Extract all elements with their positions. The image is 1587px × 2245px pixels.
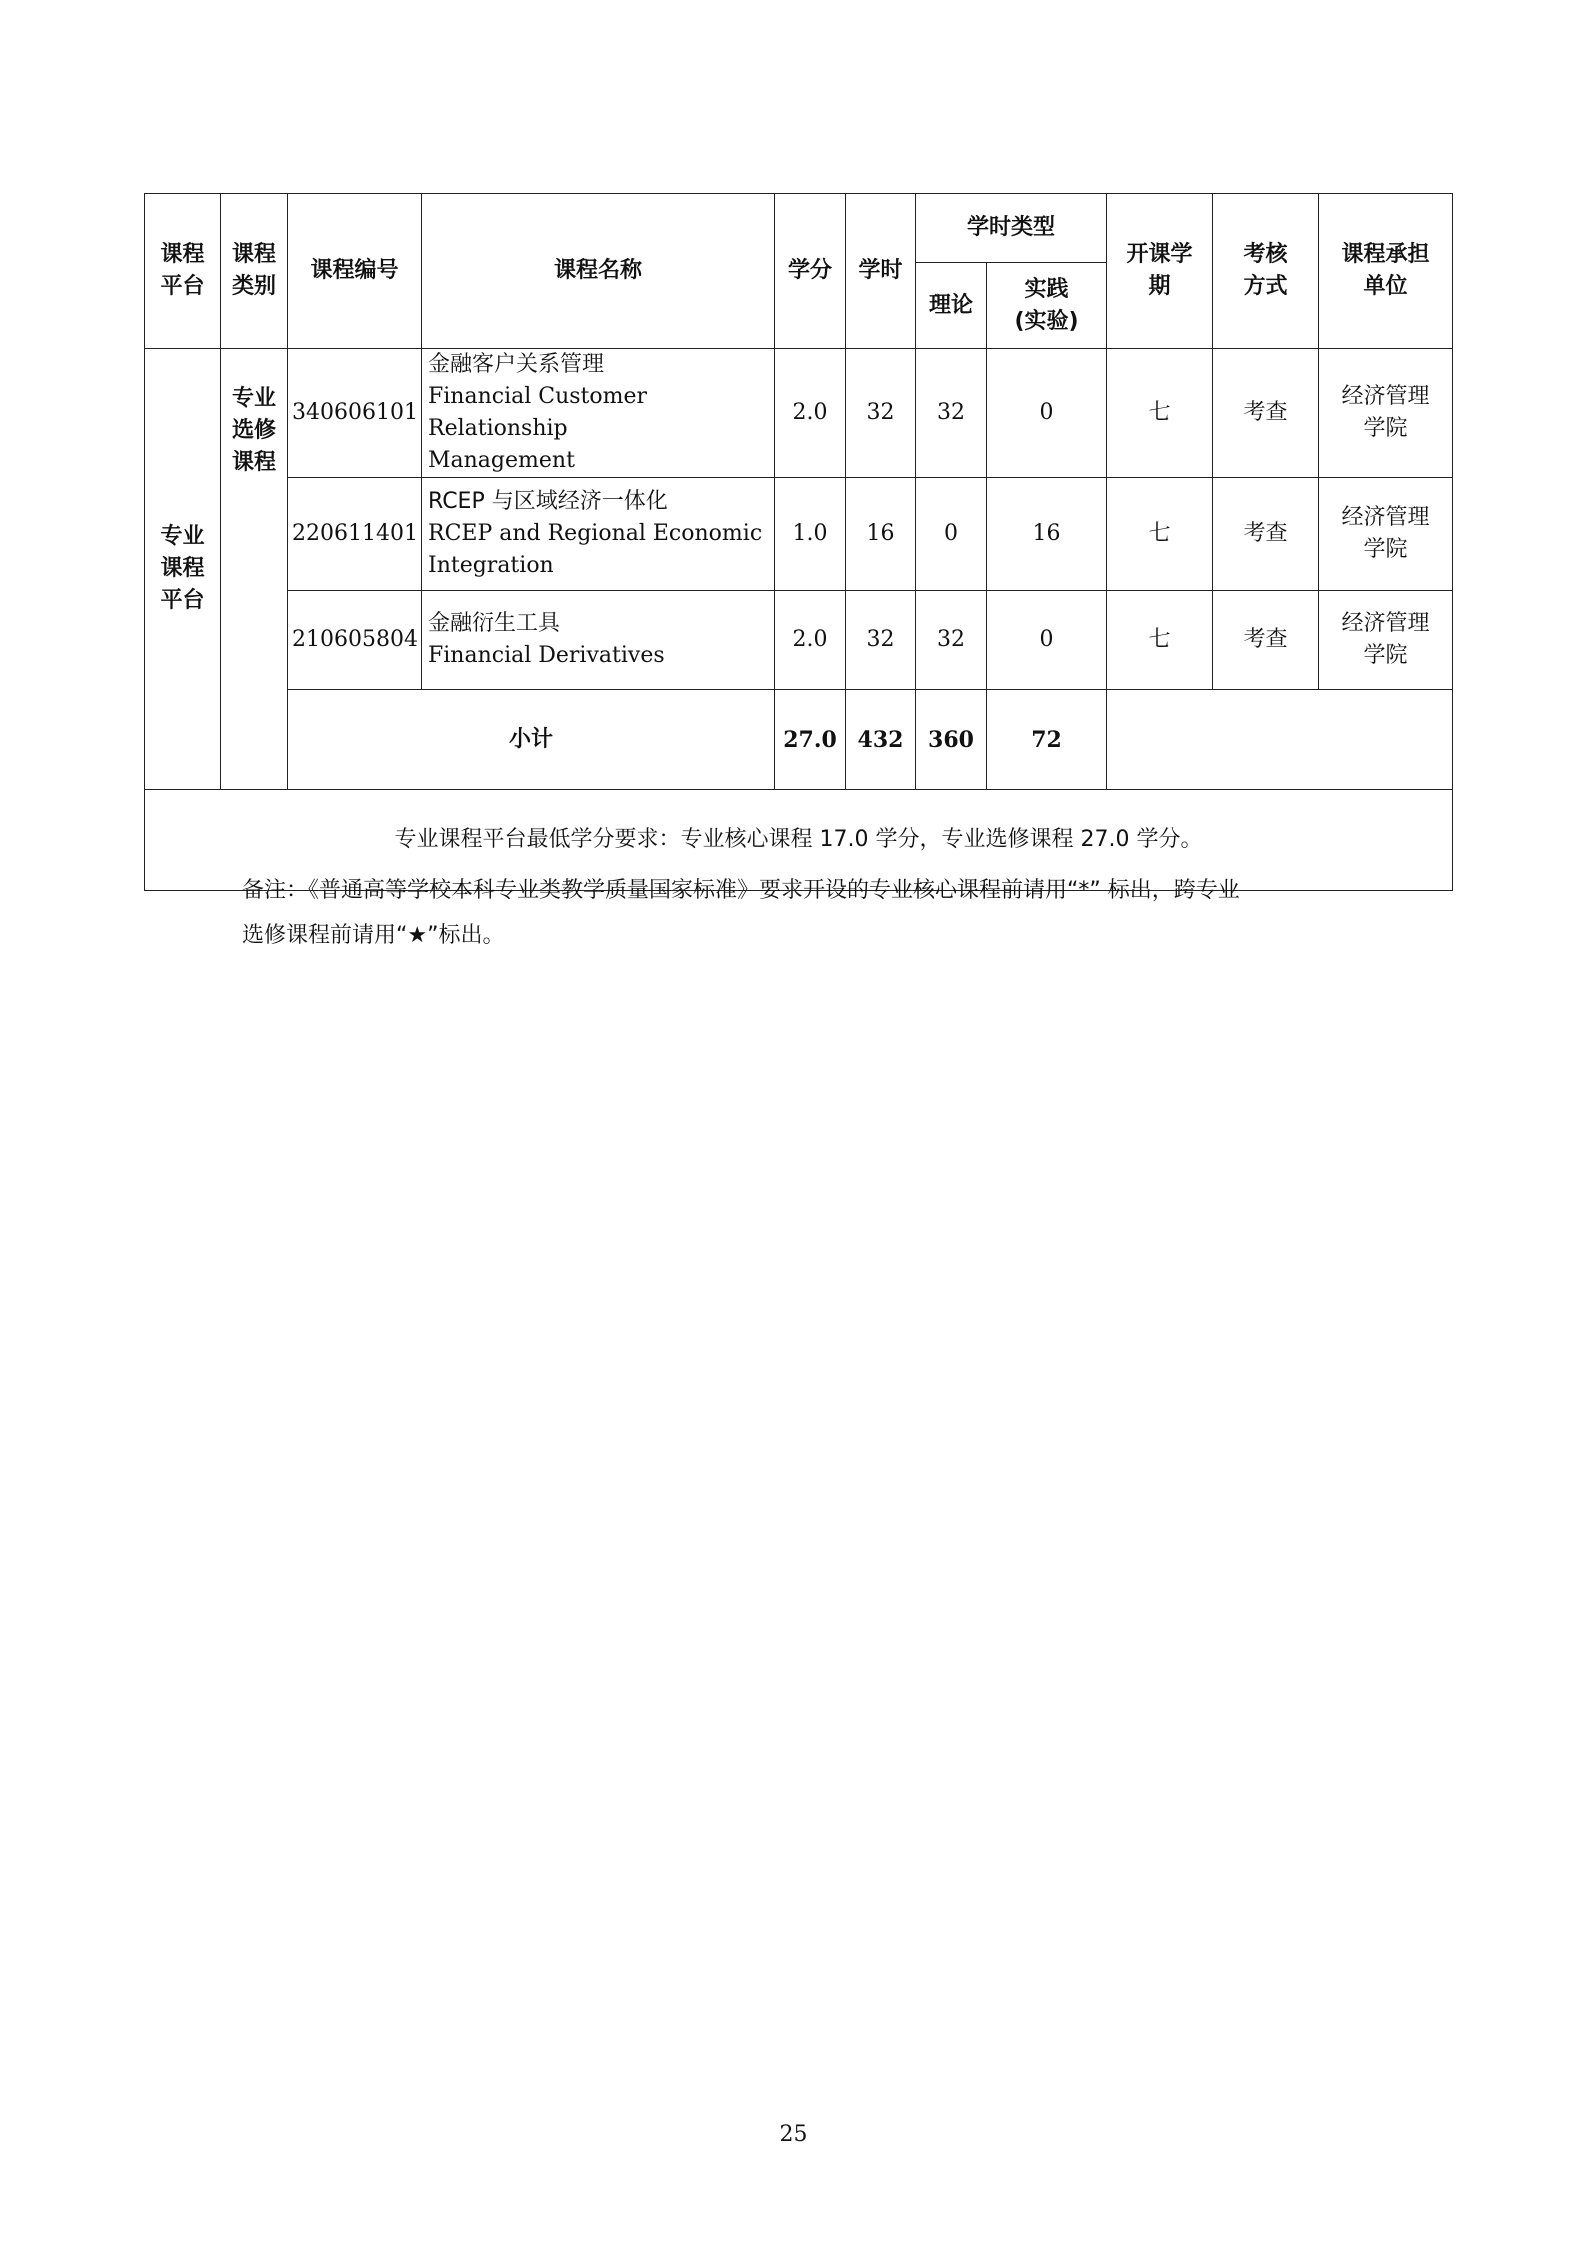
course-theory: 32 [916,349,987,478]
course-row [145,591,1453,690]
course-unit: 经济管理 学院 [1319,478,1453,591]
course-hours: 16 [846,478,916,591]
curriculum-table [144,193,1453,891]
header-unit: 课程承担 单位 [1319,194,1453,349]
subtotal-credits: 27.0 [775,690,846,790]
course-code: 220611401 [288,478,422,591]
course-assessment: 考查 [1213,591,1319,690]
course-hours: 32 [846,591,916,690]
footnote-line: 选修课程前请用“★”标出。 [242,923,505,948]
course-name: 金融衍生工具 Financial Derivatives [422,591,775,690]
course-name: 金融客户关系管理 Financial Customer Relationship Management [422,349,775,478]
course-row [145,478,1453,591]
subtotal-hours: 432 [846,690,916,790]
credit-requirement: 专业课程平台最低学分要求：专业核心课程 17.0 学分，专业选修课程 27.0 学分。 [145,790,1453,891]
subtotal-theory: 360 [916,690,987,790]
course-credits: 1.0 [775,478,846,591]
header-hours: 学时 [846,194,916,349]
header-semester: 开课学 期 [1107,194,1213,349]
course-code: 340606101 [288,349,422,478]
course-theory: 32 [916,591,987,690]
footnote [242,868,1372,958]
subtotal-label: 小计 [288,690,775,790]
course-semester: 七 [1107,349,1213,478]
course-hours: 32 [846,349,916,478]
course-credits: 2.0 [775,591,846,690]
header-name: 课程名称 [422,194,775,349]
header-practice: 实践 (实验) [987,263,1107,349]
header-hour-type: 学时类型 [916,194,1107,263]
header-credits: 学分 [775,194,846,349]
course-semester: 七 [1107,591,1213,690]
footnote-line: 备注：《普通高等学校本科专业类教学质量国家标准》要求开设的专业核心课程前请用“*” 标出，跨专业 [242,878,1240,903]
course-semester: 七 [1107,478,1213,591]
course-row [145,349,1453,478]
header-category: 课程 类别 [221,194,288,349]
course-practice: 16 [987,478,1107,591]
course-practice: 0 [987,591,1107,690]
header-platform: 课程 平台 [145,194,221,349]
header-code: 课程编号 [288,194,422,349]
subtotal-empty [1107,690,1453,790]
platform-label: 专业 课程 平台 [145,349,221,790]
course-name: RCEP 与区域经济一体化 RCEP and Regional Economic Integration [422,478,775,591]
course-theory: 0 [916,478,987,591]
course-unit: 经济管理 学院 [1319,591,1453,690]
page-number: 25 [779,2122,808,2147]
course-code: 210605804 [288,591,422,690]
header-row [145,194,1453,263]
header-assessment: 考核 方式 [1213,194,1319,349]
course-assessment: 考查 [1213,478,1319,591]
course-credits: 2.0 [775,349,846,478]
header-theory: 理论 [916,263,987,349]
course-practice: 0 [987,349,1107,478]
subtotal-practice: 72 [987,690,1107,790]
course-assessment: 考查 [1213,349,1319,478]
subtotal-row [145,690,1453,790]
course-unit: 经济管理 学院 [1319,349,1453,478]
category-label: 专业 选修 课程 [221,349,288,790]
